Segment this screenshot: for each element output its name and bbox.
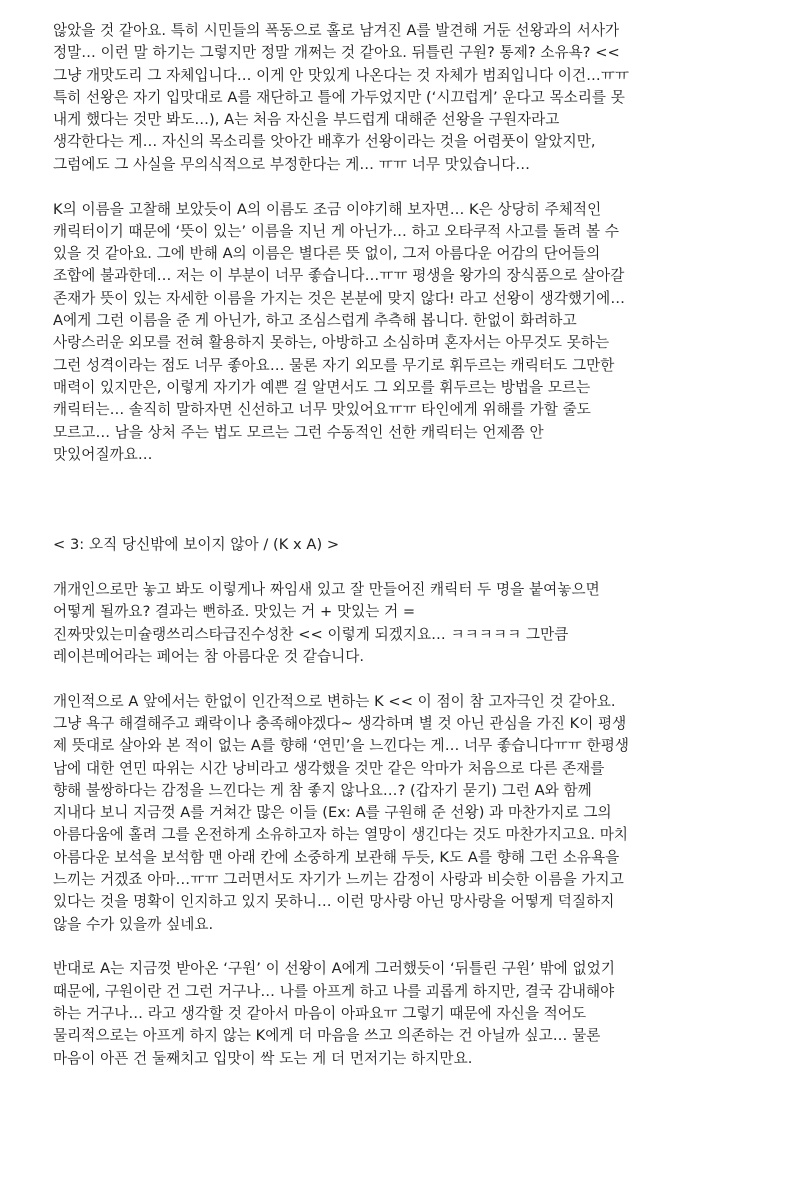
text-line: 남에 대한 연민 따위는 시간 낭비라고 생각했을 것만 같은 악마가 처음으로 다른 존재를 — [53, 759, 605, 777]
text-line: K의 이름을 고찰해 보았듯이 A의 이름도 조금 이야기해 보자면… K은 상당히 주체적인 — [53, 200, 602, 218]
text-line: 아름다움에 홀려 그를 온전하게 소유하고자 하는 열망이 생긴다는 것도 마찬가지고요. 마치 — [53, 826, 629, 844]
text-line: 정말… 이런 말 하기는 그렇지만 정말 개쩌는 것 같아요. 뒤틀린 구원? 통제? 소유욕? << — [53, 44, 620, 62]
paragraph-2 — [53, 199, 773, 467]
paragraph-3 — [53, 579, 773, 668]
text-line: 지내다 보니 지금껏 A를 거쳐간 많은 이들 (Ex: A를 구원해 준 선왕) 과 마찬가지로 그의 — [53, 804, 612, 822]
text-line: 사랑스러운 외모를 전혀 활용하지 못하는, 아방하고 소심하며 혼자서는 아무것도 못하는 — [53, 334, 610, 352]
text-line: 그럼에도 그 사실을 무의식적으로 부정한다는 게… ㅠㅠ 너무 맛있습니다… — [53, 155, 531, 173]
text-line: 맛있어질까요… — [53, 445, 153, 463]
text-line: 내게 했다는 것만 봐도…), A는 처음 자신을 부드럽게 대해준 선왕을 구원자라고 — [53, 111, 560, 129]
document-page — [53, 20, 773, 1070]
text-line: 그런 성격이라는 점도 너무 좋아요… 물론 자기 외모를 무기로 휘두르는 캐릭터도 그만한 — [53, 356, 615, 374]
text-line: 생각한다는 게… 자신의 목소리를 앗아간 배후가 선왕이라는 것을 어렴풋이 알았지만, — [53, 133, 596, 151]
text-line: 어떻게 될까요? 결과는 뻔하죠. 맛있는 거 + 맛있는 거 = — [53, 603, 416, 621]
text-line: 않을 수가 있을까 싶네요. — [53, 915, 214, 933]
paragraph-5 — [53, 958, 773, 1069]
text-line: 향해 불쌍하다는 감정을 느낀다는 게 참 좋지 않나요…? (갑자기 묻기) 그런 A와 함께 — [53, 781, 592, 799]
text-line: 진짜맛있는미슐랭쓰리스타급진수성찬 << 이렇게 되겠지요… ㅋㅋㅋㅋㅋ 그만큼 — [53, 625, 569, 643]
text-line: 캐릭터는… 솔직히 말하자면 신선하고 너무 맛있어요ㅠㅠ 타인에게 위해를 가할 줄도 — [53, 401, 591, 419]
text-line: 있을 것 같아요. 그에 반해 A의 이름은 별다른 뜻 없이, 그저 아름다운 어감의 단어들의 — [53, 245, 601, 263]
text-line: 조합에 불과한데… 저는 이 부분이 너무 좋습니다…ㅠㅠ 평생을 왕가의 장식품으로 살아갈 — [53, 267, 625, 285]
text-line: 개개인으로만 놓고 봐도 이렇게나 짜임새 있고 잘 만들어진 캐릭터 두 명을 붙여놓으면 — [53, 580, 600, 598]
text-line: 있다는 것을 명확이 인지하고 있지 못하니… 이런 망사랑 아닌 망사랑을 어떻게 덕질하지 — [53, 893, 615, 911]
paragraph-1 — [53, 20, 773, 176]
text-line: 모르고… 남을 상처 주는 법도 모르는 그런 수동적인 선한 캐릭터는 언제쯤 안 — [53, 423, 544, 441]
text-line: 개인적으로 A 앞에서는 한없이 인간적으로 변하는 K << 이 점이 참 고자극인 것 같아요. — [53, 692, 616, 710]
text-line: 캐릭터이기 때문에 ‘뜻이 있는’ 이름을 지닌 게 아닌가… 하고 오타쿠적 사고를 돌려 볼 수 — [53, 222, 619, 240]
paragraph-4 — [53, 691, 773, 936]
text-line: 레이븐메어라는 페어는 참 아름다운 것 같습니다. — [53, 647, 365, 665]
text-line: 때문에, 구원이란 건 그런 거구나… 나를 아프게 하고 나를 괴롭게 하지만, 결국 감내해야 — [53, 982, 615, 1000]
section-heading: < 3: 오직 당신밖에 보이지 않아 / (K x A) > — [53, 536, 340, 554]
text-line: 물리적으로는 아프게 하지 않는 K에게 더 마음을 쓰고 의존하는 건 아닐까 싶고… 물론 — [53, 1027, 601, 1045]
text-line: 마음이 아픈 건 둘째치고 입맛이 싹 도는 게 더 먼저기는 하지만요. — [53, 1049, 473, 1067]
text-line: 제 뜻대로 살아와 본 적이 없는 A를 향해 ‘연민’을 느낀다는 게… 너무 좋습니다ㅠㅠ 한평생 — [53, 737, 630, 755]
text-line: A에게 그런 이름을 준 게 아닌가, 하고 조심스럽게 추측해 봅니다. 한없이 화려하고 — [53, 312, 577, 330]
text-line: 하는 거구나… 라고 생각할 것 같아서 마음이 아파요ㅠ 그렇기 때문에 자신을 적어도 — [53, 1004, 587, 1022]
text-line: 그냥 욕구 해결해주고 쾌락이나 충족해야겠다~ 생각하며 별 것 아닌 관심을 가진 K이 평생 — [53, 714, 627, 732]
text-line: 느끼는 거겠죠 아마…ㅠㅠ 그러면서도 자기가 느끼는 감정이 사랑과 비슷한 이름을 가지고 — [53, 871, 624, 888]
text-line: 그냥 개맛도리 그 자체입니다… 이게 안 맛있게 나온다는 것 자체가 범죄입니다 이건…ㅠㅠ — [53, 66, 630, 84]
text-line: 아름다운 보석을 보석함 맨 아래 칸에 소중하게 보관해 두듯, K도 A를 향해 그런 소유욕을 — [53, 848, 620, 866]
text-line: 매력이 있지만은, 이렇게 자기가 예쁜 걸 알면서도 그 외모를 휘두르는 방법을 모르는 — [53, 378, 591, 396]
text-line: 존재가 뜻이 있는 자세한 이름을 가지는 것은 본분에 맞지 않다! 라고 선왕이 생각했기에… — [53, 289, 625, 307]
text-line: 특히 선왕은 자기 입맛대로 A를 재단하고 틀에 가두었지만 (‘시끄럽게’ 운다고 목소리를 못 — [53, 88, 625, 106]
text-line: 않았을 것 같아요. 특히 시민들의 폭동으로 홀로 남겨진 A를 발견해 거둔 선왕과의 서사가 — [53, 22, 620, 39]
text-line: 반대로 A는 지금껏 받아온 ‘구원’ 이 선왕이 A에게 그러했듯이 ‘뒤틀린 구원’ 밖에 없었기 — [53, 960, 615, 978]
